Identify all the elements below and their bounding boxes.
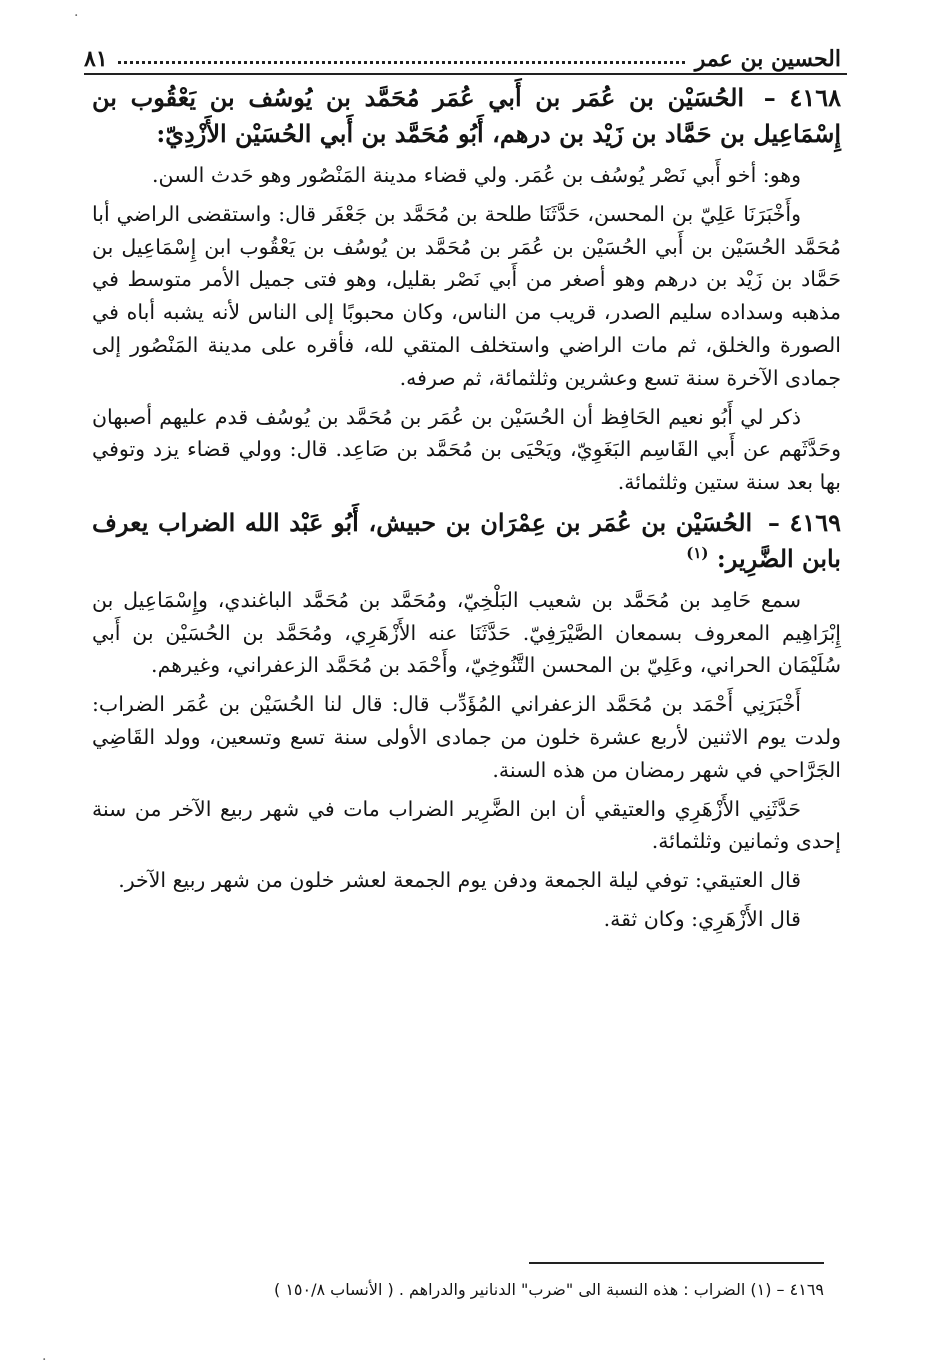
- scan-speck: ·: [42, 1352, 47, 1368]
- paragraph: قال العتيقي: توفي ليلة الجمعة ودفن يوم الجمعة لعشر خلون من شهر ربيع الآخر.: [118, 868, 801, 893]
- scan-speck: ·: [74, 8, 79, 24]
- paragraph: أَخْبَرَنِي أَحْمَد بن مُحَمَّد الزعفراني المُؤَدِّب قال: قال لنا الحُسَيْن بن عُمَر الضراب: ولدت يوم الاثنين لأربع عشرة خلون من جمادى الأولى سنة تسع وتسعين، وولد القَاضِي الجَرَّاحي في شهر رمضان من هذه السنة.: [92, 692, 841, 782]
- paragraph: حَدَّثَنِي الأَزْهَرِي والعتيقي أن ابن الضَّرِير الضراب مات في شهر ربيع الآخر من سنة إحدى وثمانين وثلثمائة.: [92, 796, 841, 854]
- paragraph: سمع حَامِد بن مُحَمَّد بن شعيب البَلْخِيّ، ومُحَمَّد بن مُحَمَّد الباغندي، وإِسْمَاعِيل بن إِبْرَاهِيم المعروف بسمعان الصَّيْرَفِيّ. حَدَّثَنَا عنه الأَزْهَرِي، ومُحَمَّد بن الحُسَيْن بن أَبي سُلَيْمَان الحراني، وعَلِيّ بن المحسن التَّنُوخِيّ، وأَحْمَد بن مُحَمَّد الزعفراني، وغيرهم.: [92, 587, 841, 678]
- footnote-rule: [529, 1262, 824, 1264]
- entry-title-text: الحُسَيْن بن عُمَر بن أَبي عُمَر مُحَمَّد بن يُوسُف بن يَعْقُوب بن إِسْمَاعِيل بن حَمَّاد بن زَيْد بن درهم، أَبُو مُحَمَّد بن أَبي الحُسَيْن الأَزْدِيّ:: [92, 83, 841, 149]
- paragraph: ذكر لي أَبُو نعيم الحَافِظ أن الحُسَيْن بن عُمَر بن مُحَمَّد بن يُوسُف قدم عليهم أصبهان وحَدَّثَهم عن أَبي القَاسِم البَغَوِيّ، ويَحْيَى بن مُحَمَّد بن صَاعِد. قال: وولي قضاء يزد وتوفي بها بعد سنة ستين وثلثمائة.: [92, 404, 841, 495]
- entry-number: ٤١٦٨ –: [763, 83, 842, 112]
- header-dot-leader: [118, 61, 685, 64]
- page-number: ٨١: [84, 46, 108, 72]
- entry-title: [92, 80, 841, 153]
- paragraph: وأَخْبَرَنَا عَلِيّ بن المحسن، حَدَّثَنَا طلحة بن مُحَمَّد بن جَعْفَر قال: واستقضى الراضي أبا مُحَمَّد الحُسَيْن بن أَبي الحُسَيْن بن عُمَر بن مُحَمَّد بن يُوسُف بن يَعْقُوب ابن إِسْمَاعِيل بن حَمَّاد بن زَيْد بن درهم وهو أصغر من أَبي نَصْر بقليل، وهو فتى جميل الأمر متوسط في مذهبه وسداده سليم الصدر، قريب من الناس، وكان محبوبًا إلى الناس لأنه يشبه أباه في الصورة والخلق، ثم مات الراضي واستخلف المتقي لله، فأقره على مدينة المَنْصُور إلى جمادى الآخرة سنة تسع وعشرين وثلثمائة، ثم صرفه.: [92, 201, 841, 390]
- page-body: [92, 80, 841, 942]
- entry-number: ٤١٦٩ –: [767, 507, 842, 537]
- footnote-reference: (١): [686, 544, 709, 563]
- entry-title-text: الحُسَيْن بن عُمَر بن عِمْرَان بن حبيش، أَبُو عَبْد الله الضراب يعرف بابن الضَّرِير:: [92, 507, 841, 574]
- footnote: ٤١٦٩ – (١) الضراب : هذه النسبة الى "ضرب" الدنانير والدراهم . ( الأنساب ١٥٠/٨ ): [274, 1280, 824, 1299]
- running-header: [84, 30, 841, 70]
- paragraph: قال الأَزْهَرِي: وكان ثقة.: [603, 907, 801, 932]
- entry-title: [92, 505, 841, 578]
- header-rule: [84, 73, 847, 75]
- running-title: الحسين بن عمر: [694, 46, 841, 72]
- paragraph: وهو: أخو أَبي نَصْر يُوسُف بن عُمَر. ولي قضاء مدينة المَنْصُور وهو حَدث السن.: [151, 162, 801, 187]
